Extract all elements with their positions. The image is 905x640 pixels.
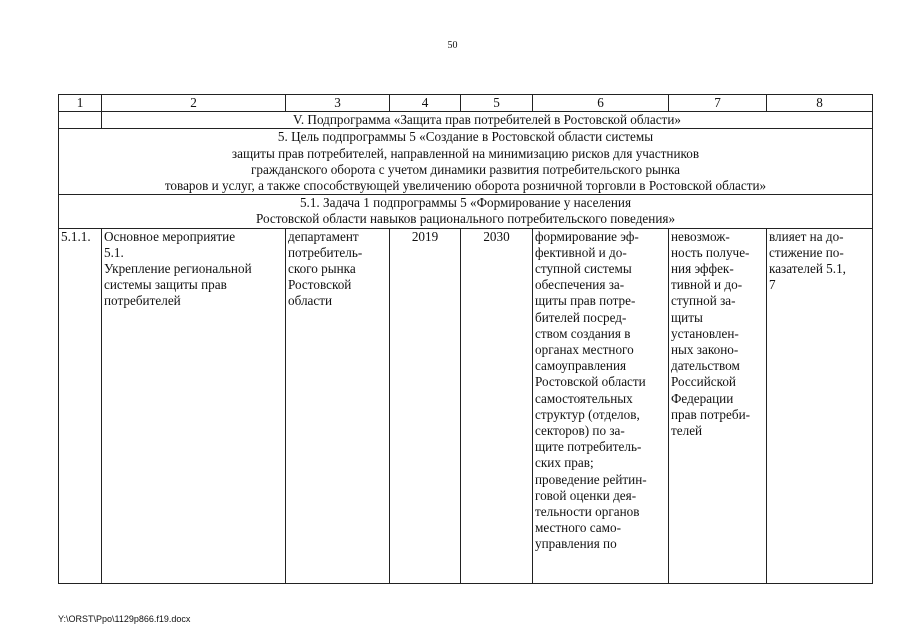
header-cell: 1 bbox=[59, 95, 102, 112]
goal-row bbox=[59, 129, 873, 195]
header-cell: 2 bbox=[102, 95, 286, 112]
header-cell: 4 bbox=[390, 95, 461, 112]
subprogram-title: V. Подпрограмма «Защита прав потребителей в Ростовской области» bbox=[102, 112, 873, 129]
start-year-cell: 2019 bbox=[390, 228, 461, 583]
table-row bbox=[59, 228, 873, 583]
executor-cell: департамент потребитель- ского рынка Ростовской области bbox=[286, 228, 390, 583]
end-year-cell: 2030 bbox=[461, 228, 533, 583]
header-cell: 8 bbox=[767, 95, 873, 112]
header-cell: 3 bbox=[286, 95, 390, 112]
header-cell: 7 bbox=[669, 95, 767, 112]
header-row bbox=[59, 95, 873, 112]
task-row bbox=[59, 195, 873, 228]
empty-cell bbox=[59, 112, 102, 129]
subprogram-row bbox=[59, 112, 873, 129]
page-number: 50 bbox=[447, 40, 458, 51]
task-text: 5.1. Задача 1 подпрограммы 5 «Формирование у населения Ростовской области навыков рационального потребительского поведения» bbox=[59, 195, 873, 228]
program-table bbox=[58, 94, 873, 584]
consequence-cell: невозмож- ность получе- ния эффек- тивной и до- ступной за- щиты установлен- ных законо- дательством Российской Федерации прав потреби- телей bbox=[669, 228, 767, 583]
footer-file-path: Y:\ORST\Ppo\1129p866.f19.docx bbox=[58, 614, 191, 624]
measure-name-cell: Основное мероприятие 5.1. Укрепление региональной системы защиты прав потребителей bbox=[102, 228, 286, 583]
indicator-link-cell: влияет на до- стижение по- казателей 5.1, 7 bbox=[767, 228, 873, 583]
goal-text: 5. Цель подпрограммы 5 «Создание в Ростовской области системы защиты прав потребителей, направленной на минимизацию рисков для участников гражданского оборота с учетом динамики развития потребительского рынка товаров и услуг, а также способствующей увеличению оборота розничной торговли в Ростовской области» bbox=[59, 129, 873, 195]
expected-result-cell: формирование эф- фективной и до- ступной системы обеспечения за- щиты прав потре- бителей посред- ством создания в органах местного самоуправления Ростовской области самостоятельных структур (отделов, секторов) по за- щите потребитель- ских прав; проведение рейтин- говой оценки дея- тельности органов местного само- управления по bbox=[533, 228, 669, 583]
header-cell: 6 bbox=[533, 95, 669, 112]
header-cell: 5 bbox=[461, 95, 533, 112]
row-number: 5.1.1. bbox=[59, 228, 102, 583]
